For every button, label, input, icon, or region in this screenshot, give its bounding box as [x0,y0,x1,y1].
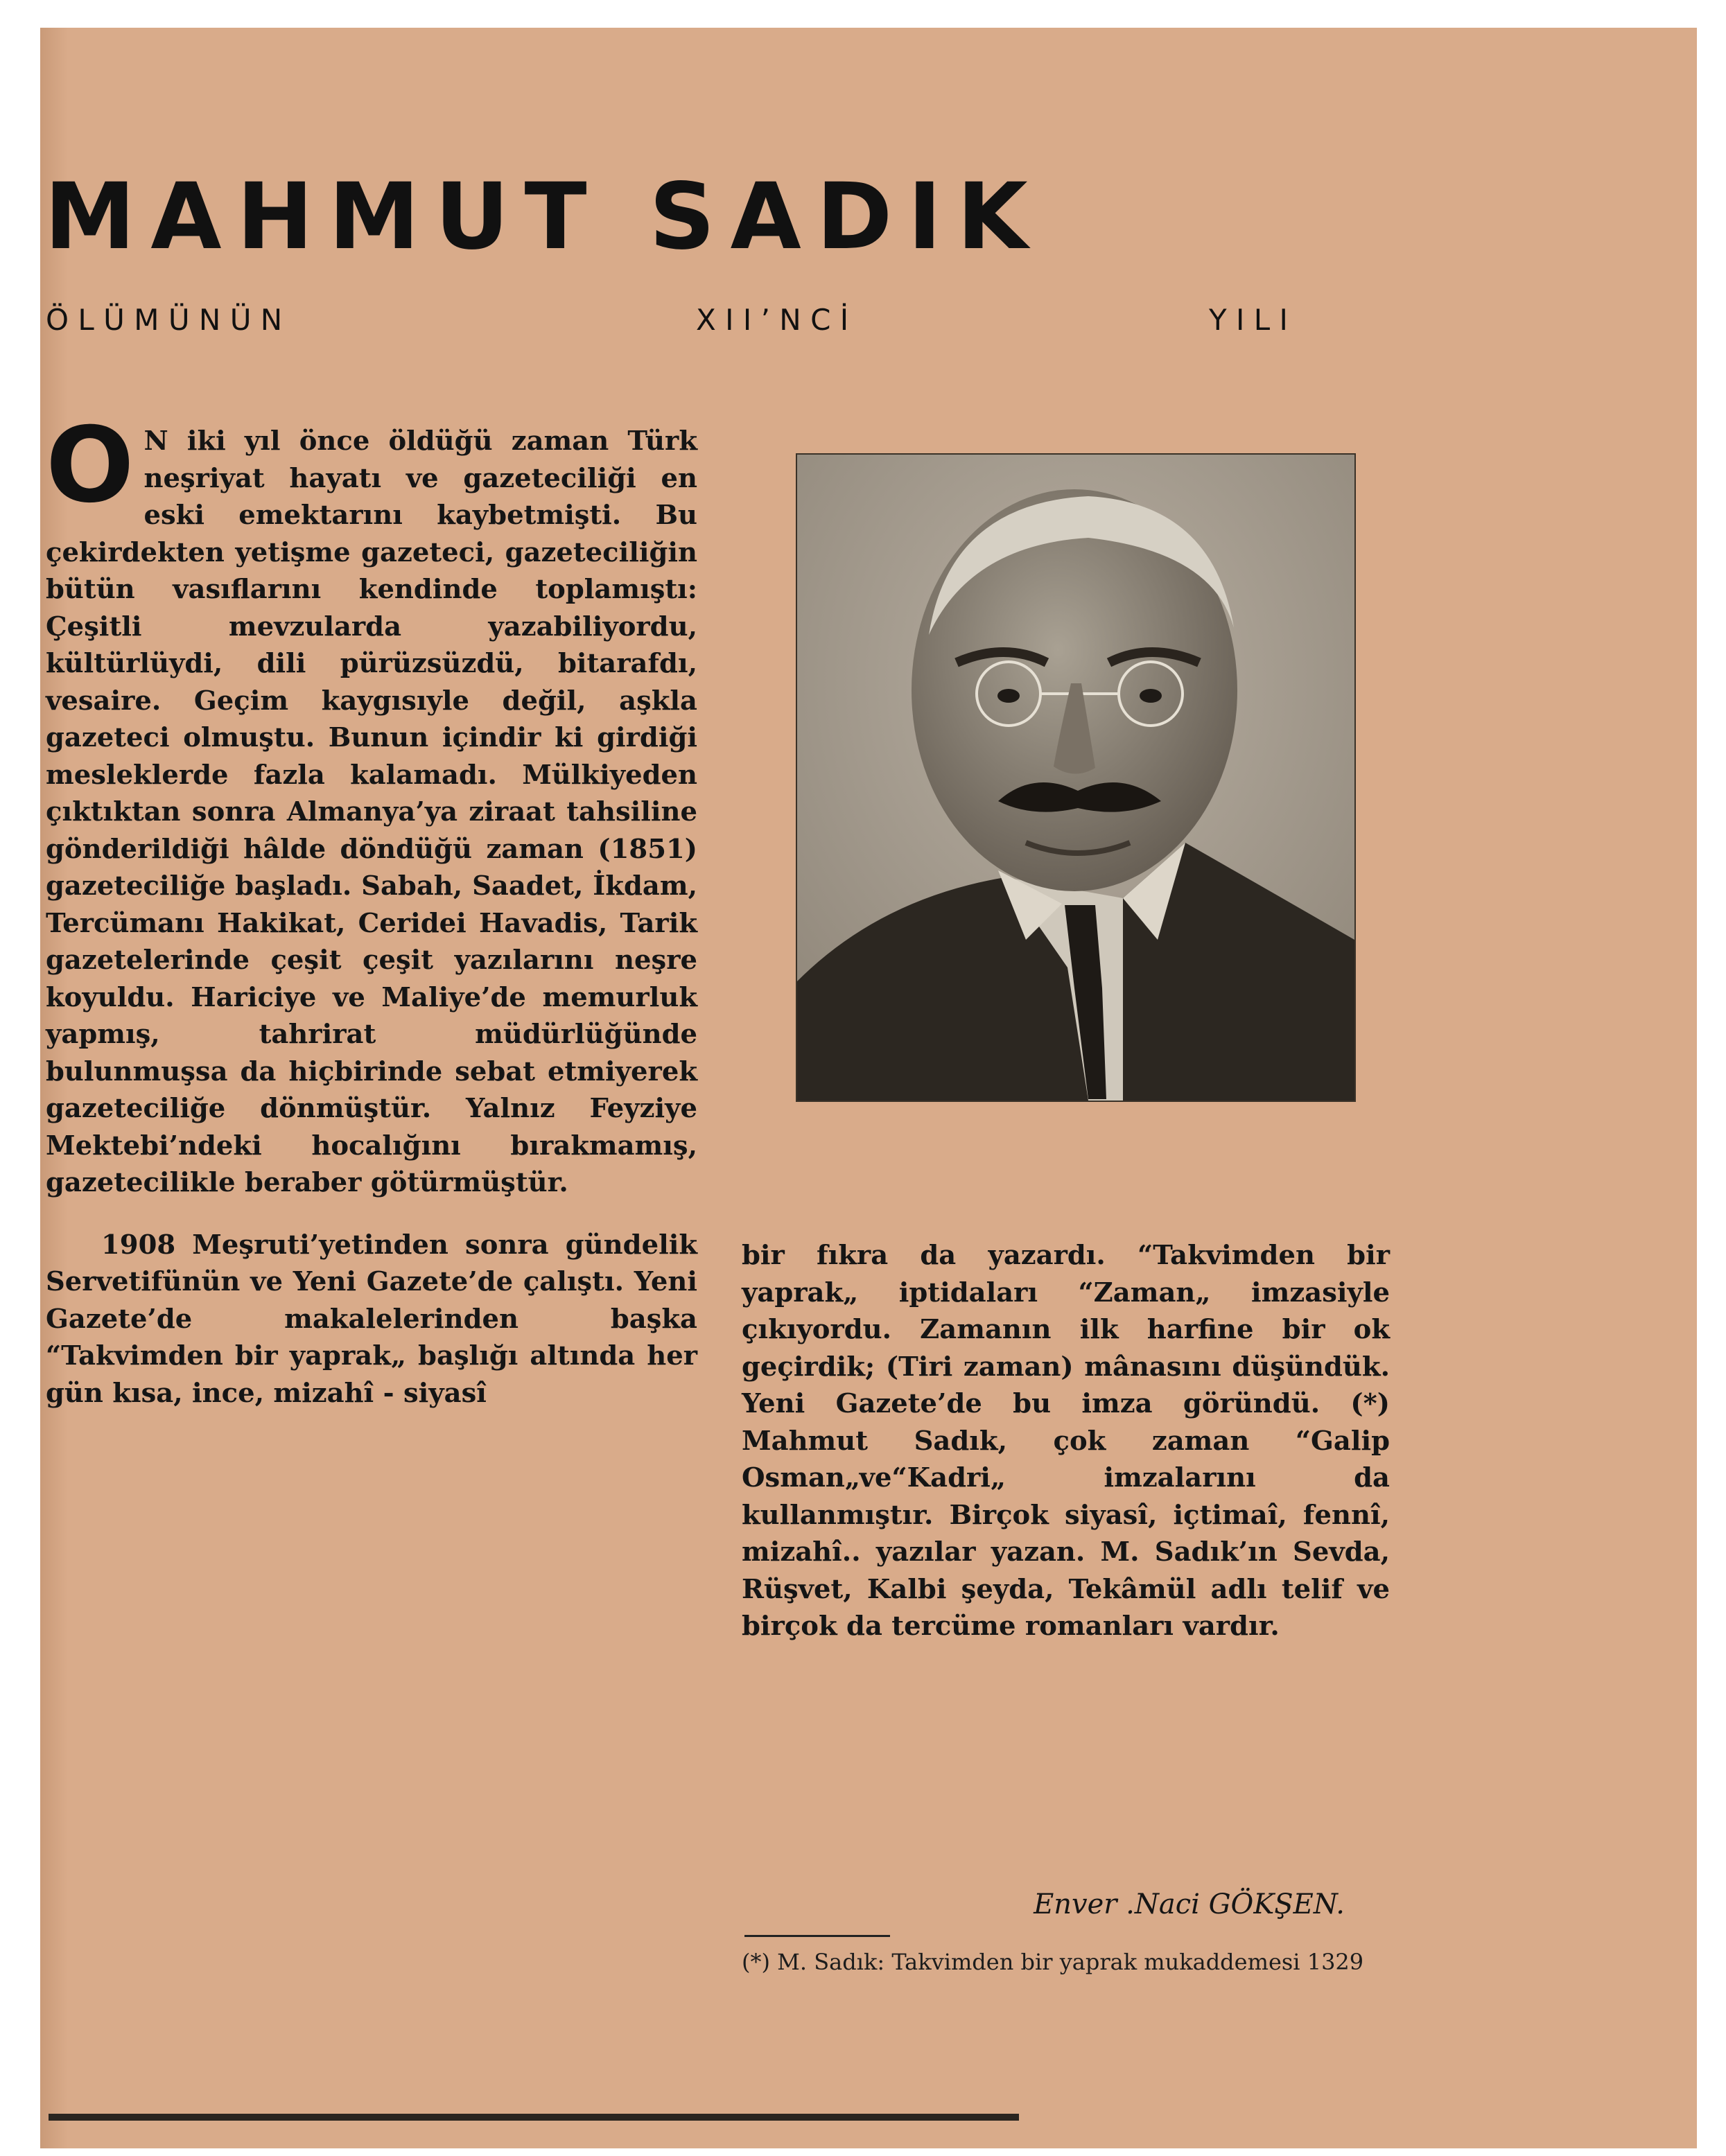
subheadline-part-1: Ö L Ü M Ü N Ü N [46,303,283,337]
headline: MAHMUT SADIK [44,164,1043,270]
article-paragraph-2: 1908 Meşruti’yetinden sonra gündelik Servetifünün ve Yeni Gazete’de çalıştı. Yeni Gazete’de makalelerinden başka “Takvimden bir yaprak„ başlığı altında her gün kısa, ince, mizahî - siyasî [46,1229,697,1409]
bottom-rule [49,2114,1019,2121]
subheadline-part-3: Y I L I [1209,303,1288,337]
article-paragraph-3: bir fıkra da yazardı. “Takvimden bir yaprak„ iptidaları “Zaman„ imzasiyle çıkıyordu. Zamanın ilk harfine bir ok geçirdik; (Tiri zaman) mânasını düşündük. Yeni Gazete’de bu imza göründü. (*) Mahmut Sadık, çok zaman “Galip Osman„ve“Kadri„ imzalarını da kullanmıştır. Birçok siyasî, içtimaî, fennî, mizahî.. yazılar yazan. M. Sadık’ın Sevda, Rüşvet, Kalbi şeyda, Tekâmül adlı telif ve birçok da tercüme romanları vardır. [742,1240,1390,1642]
article-right-column [742,1237,1390,1645]
article-paragraph-1 [46,405,697,1202]
byline: Enver .Naci GÖKŞEN. [1034,1888,1345,1920]
portrait-photo [796,453,1356,1102]
drop-cap: O [46,405,134,526]
article-left-column [46,405,697,1412]
subheadline-part-2: X I I ’ N C İ [696,303,849,337]
footnote: (*) M. Sadık: Takvimden bir yaprak mukaddemesi 1329 [742,1949,1364,1975]
portrait-illustration [797,455,1354,1101]
paragraph-1-text: N iki yıl önce öldüğü zaman Türk neşriyat hayatı ve gazeteciliği en eski emektarını kaybetmişti. Bu çekirdekten yetişme gazeteci, gazeteciliğin bütün vasıflarını kendinde toplamıştı: Çeşitli mevzularda yazabiliyordu, kültürlüydi, dili pürüzsüzdü, bitarafdı, vesaire. Geçim kaygısıyle değil, aşkla gazeteci olmuştu. Bunun içindir ki girdiği mesleklerde fazla kalamadı. Mülkiyeden çıktıktan sonra Almanya’ya ziraat tahsiline gönderildiği hâlde döndüğü zaman (1851) gazeteciliğe başladı. Sabah, Saadet, İkdam, Tercümanı Hakikat, Ceridei Havadis, Tarik gazetelerinde çeşit çeşit yazılarını neşre koyuldu. Hariciye ve Maliye’de memurluk yapmış, tahrirat müdürlüğünde bulunmuşsa da hiçbirinde sebat etmiyerek gazeteciliğe dönmüştür. Yalnız Feyziye Mektebi’ndeki hocalığını bırakmamış, gazetecilikle beraber götürmüştür. [46,426,697,1198]
footnote-divider [744,1935,890,1937]
